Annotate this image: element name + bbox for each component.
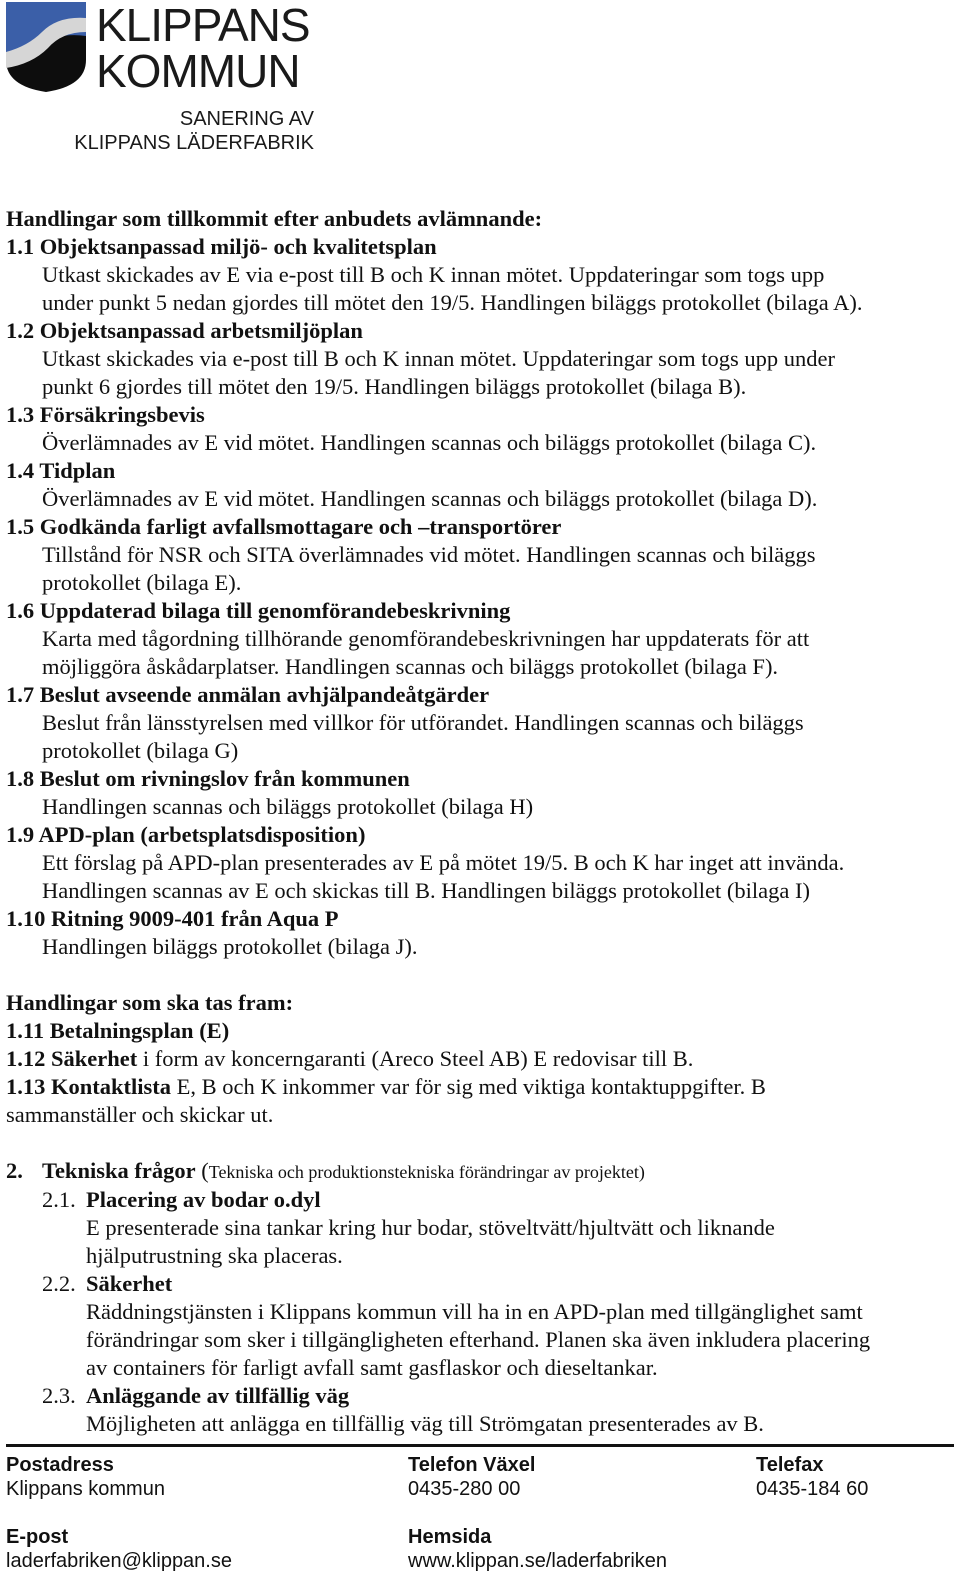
item-body-line: Utkast skickades via e-post till B och K innan mötet. Uppdateringar som togs upp under <box>42 346 835 371</box>
item-title: Ritning 9009-401 från Aqua P <box>51 906 339 931</box>
item-title: Beslut om rivningslov från kommunen <box>39 766 410 791</box>
item-body-line: under punkt 5 nedan gjordes till mötet den 19/5. Handlingen biläggs protokollet (bilaga A). <box>42 290 863 315</box>
subitem-body-line: hjälputrustning ska placeras. <box>86 1243 343 1268</box>
item-1-13 <box>6 1073 946 1101</box>
item-title: Godkända farligt avfallsmottagare och –transportörer <box>39 514 562 539</box>
page-footer <box>6 1444 954 1572</box>
item-title: Betalningsplan (E) <box>49 1018 230 1043</box>
item-number: 1.6 <box>6 598 35 623</box>
section-title: Tekniska frågor <box>42 1158 196 1183</box>
item-number: 1.5 <box>6 514 35 539</box>
footer-value: 0435-280 00 <box>408 1478 521 1500</box>
footer-postadress <box>6 1453 165 1501</box>
footer-website-link[interactable]: www.klippan.se/laderfabriken <box>408 1550 668 1572</box>
logo-name-line2: KOMMUN <box>96 45 300 97</box>
item-number: 1.10 <box>6 906 46 931</box>
section-2-heading <box>6 1157 946 1186</box>
subitem-body-line: av containers för farligt avfall samt gasflaskor och dieseltankar. <box>86 1355 658 1380</box>
item-1-7 <box>6 681 946 765</box>
item-1-4 <box>6 457 946 513</box>
subitem-2-3 <box>6 1382 946 1438</box>
municipal-crest-icon <box>6 2 86 92</box>
logo-sub-line1: SANERING AV <box>179 108 314 130</box>
item-1-8 <box>6 765 946 821</box>
subitem-title: Placering av bodar o.dyl <box>86 1187 321 1212</box>
paren-open: ( <box>195 1158 209 1183</box>
item-title: Försäkringsbevis <box>39 402 205 427</box>
item-title: Tidplan <box>39 458 116 483</box>
footer-telefon <box>408 1453 535 1501</box>
item-number: 1.11 <box>6 1018 45 1043</box>
subitem-body-line: Möjligheten att anlägga en tillfällig väg till Strömgatan presenterades av B. <box>86 1411 764 1436</box>
logo <box>6 2 316 152</box>
item-number: 1.12 <box>6 1046 46 1071</box>
item-body-line: Överlämnades av E vid mötet. Handlingen scannas och biläggs protokollet (bilaga C). <box>42 430 817 455</box>
section-heading-after-bid: Handlingar som tillkommit efter anbudets avlämnande: <box>6 206 543 231</box>
item-body-line: Beslut från länsstyrelsen med villkor för utförandet. Handlingen scannas och biläggs <box>42 710 804 735</box>
item-1-6 <box>6 597 946 681</box>
item-body-line: Överlämnades av E vid mötet. Handlingen scannas och biläggs protokollet (bilaga D). <box>42 486 818 511</box>
item-body-line: Handlingen scannas och biläggs protokollet (bilaga H) <box>42 794 534 819</box>
subitem-body-line: förändringar som sker i tillgängligheten efterhand. Planen ska även inkludera placering <box>86 1327 871 1352</box>
document-body <box>6 205 946 1438</box>
item-1-10 <box>6 905 946 961</box>
item-title: Beslut avseende anmälan avhjälpandeåtgärder <box>39 682 490 707</box>
item-body-line: Utkast skickades av E via e-post till B och K innan mötet. Uppdateringar som togs upp <box>42 262 825 287</box>
subitem-2-2 <box>6 1270 946 1382</box>
subitem-number: 2.2. <box>42 1271 76 1296</box>
footer-label: E-post <box>6 1526 69 1548</box>
footer-label: Postadress <box>6 1454 114 1476</box>
item-1-12 <box>6 1045 946 1073</box>
subitem-body-line: Räddningstjänsten i Klippans kommun vill ha in en APD-plan med tillgänglighet samt <box>86 1299 863 1324</box>
footer-label: Telefon Växel <box>408 1454 536 1476</box>
item-number: 1.1 <box>6 234 35 259</box>
item-number: 1.9 <box>6 822 35 847</box>
subitem-number: 2.1. <box>42 1187 76 1212</box>
item-title: Uppdaterad bilaga till genomförandebeskrivning <box>39 598 511 623</box>
item-body-line: möjliggöra åskådarplatser. Handlingen scannas och biläggs protokollet (bilaga F). <box>42 654 779 679</box>
section-number: 2. <box>6 1158 23 1183</box>
section-heading-to-produce: Handlingar som ska tas fram: <box>6 990 294 1015</box>
logo-name-line1: KLIPPANS <box>96 0 310 51</box>
item-title: Objektsanpassad arbetsmiljöplan <box>39 318 363 343</box>
item-1-2 <box>6 317 946 401</box>
item-title: APD-plan (arbetsplatsdisposition) <box>38 822 366 847</box>
logo-sub-line2: KLIPPANS LÄDERFABRIK <box>74 132 314 154</box>
subitem-title: Säkerhet <box>86 1271 173 1296</box>
item-body-line: punkt 6 gjordes till mötet den 19/5. Handlingen biläggs protokollet (bilaga B). <box>42 374 747 399</box>
item-1-3 <box>6 401 946 457</box>
item-1-9 <box>6 821 946 905</box>
item-body-line: protokollet (bilaga E). <box>42 570 242 595</box>
item-1-1 <box>6 233 946 317</box>
item-1-5 <box>6 513 946 597</box>
subitem-title: Anläggande av tillfällig väg <box>86 1383 350 1408</box>
item-1-11 <box>6 1017 946 1045</box>
item-body-line: protokollet (bilaga G) <box>42 738 239 763</box>
footer-value: 0435-184 60 <box>756 1478 869 1500</box>
footer-hemsida <box>408 1525 667 1573</box>
subitem-number: 2.3. <box>42 1383 76 1408</box>
footer-value: Klippans kommun <box>6 1478 165 1500</box>
subitem-2-1 <box>6 1186 946 1270</box>
item-body-line: Handlingen scannas av E och skickas till B. Handlingen biläggs protokollet (bilaga I) <box>42 878 810 903</box>
footer-label: Hemsida <box>408 1526 492 1548</box>
item-text: E, B och K inkommer var för sig med viktiga kontaktuppgifter. B <box>171 1074 766 1099</box>
footer-label: Telefax <box>756 1454 824 1476</box>
section-subtitle: Tekniska och produktionstekniska förändringar av projektet) <box>208 1162 645 1182</box>
footer-epost <box>6 1525 232 1573</box>
item-body-line: Tillstånd för NSR och SITA överlämnades vid mötet. Handlingen scannas och biläggs <box>42 542 816 567</box>
item-body-line: Handlingen biläggs protokollet (bilaga J). <box>42 934 418 959</box>
footer-email-link[interactable]: laderfabriken@klippan.se <box>6 1550 232 1572</box>
footer-telefax <box>756 1453 868 1501</box>
item-number: 1.8 <box>6 766 35 791</box>
item-text: i form av koncerngaranti (Areco Steel AB) E redovisar till B. <box>137 1046 694 1071</box>
subitem-body-line: E presenterade sina tankar kring hur bodar, stöveltvätt/hjultvätt och liknande <box>86 1215 775 1240</box>
item-title: Säkerhet <box>51 1046 138 1071</box>
item-body-line: Ett förslag på APD-plan presenterades av E på mötet 19/5. B och K har inget att invända. <box>42 850 845 875</box>
item-number: 1.3 <box>6 402 35 427</box>
item-title: Kontaktlista <box>51 1074 172 1099</box>
item-body-line: Karta med tågordning tillhörande genomförandebeskrivningen har uppdaterats för att <box>42 626 810 651</box>
item-number: 1.2 <box>6 318 35 343</box>
item-number: 1.7 <box>6 682 35 707</box>
item-number: 1.13 <box>6 1074 46 1099</box>
item-text-continued: sammanställer och skickar ut. <box>6 1102 274 1127</box>
item-number: 1.4 <box>6 458 35 483</box>
item-title: Objektsanpassad miljö- och kvalitetsplan <box>39 234 437 259</box>
